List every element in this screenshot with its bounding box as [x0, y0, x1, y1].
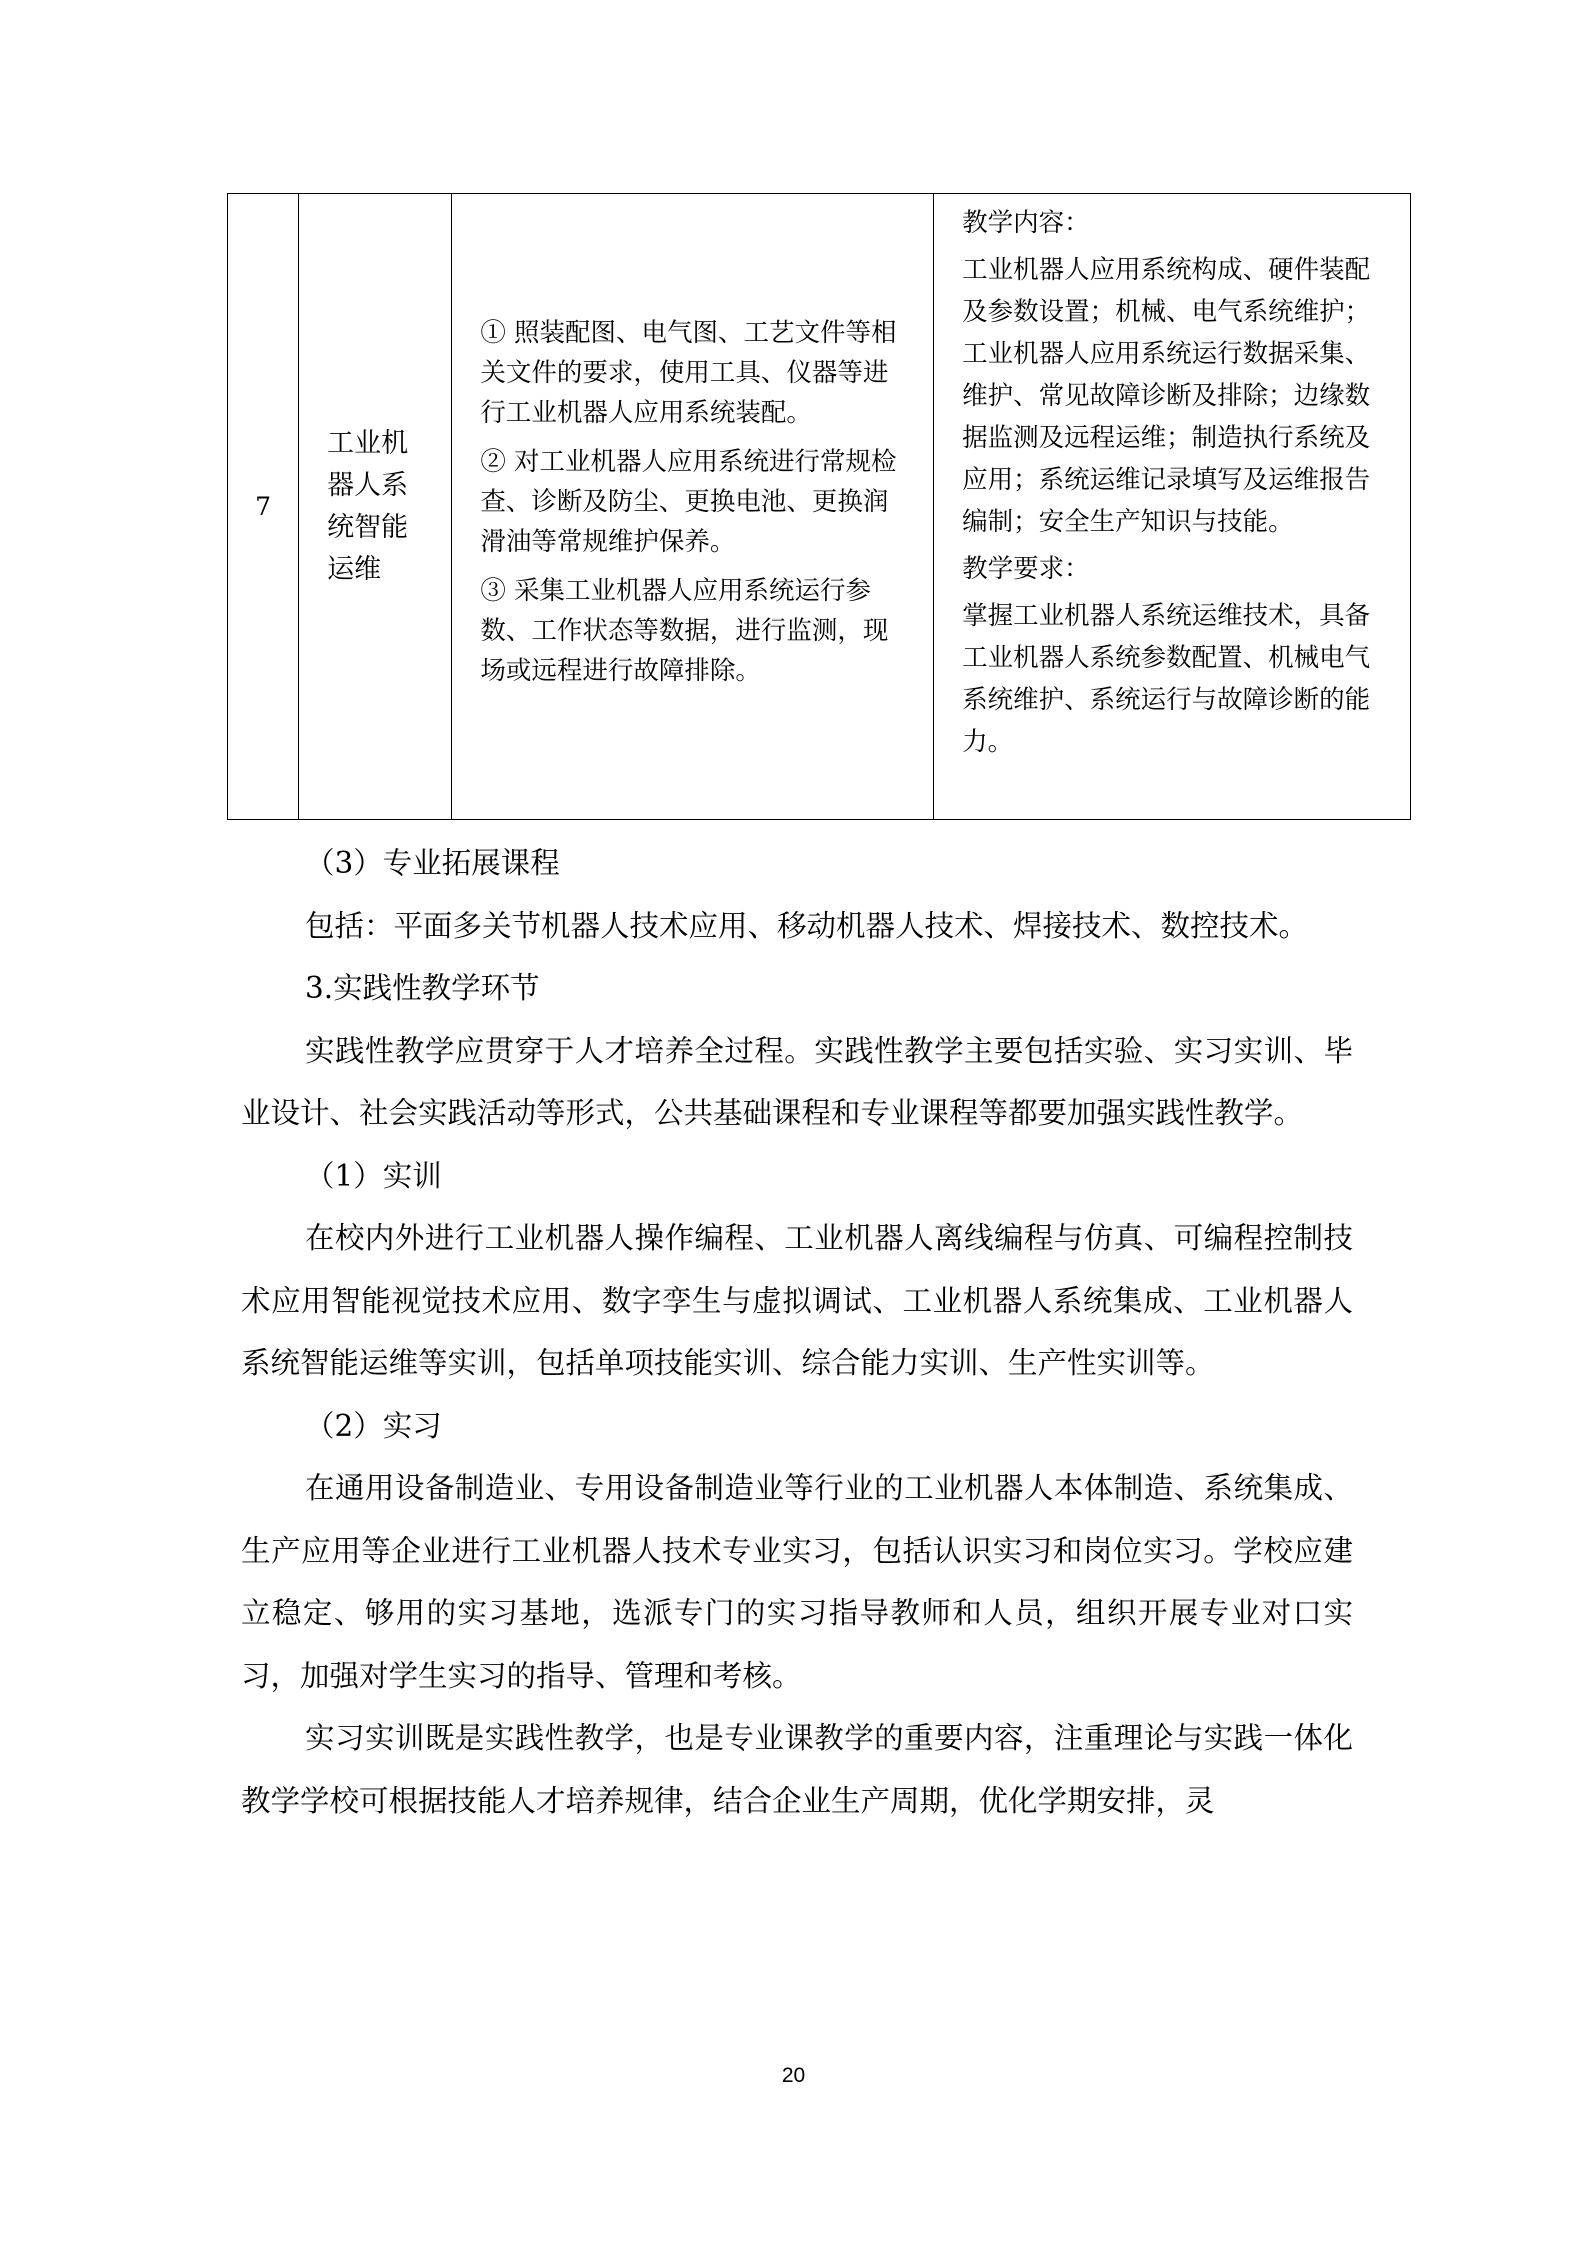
- section-heading: （1）实训: [305, 1158, 442, 1193]
- course-name-line: 工业机: [327, 427, 409, 459]
- paragraph: 实习实训既是实践性教学，也是专业课教学的重要内容，注重理论与实践一体化教学学校可根据技能人才培养规律，结合企业生产周期，优化学期安排，灵: [241, 1721, 1353, 1818]
- content-label: 教学内容：: [962, 208, 1090, 238]
- task-item: ③ 采集工业机器人应用系统运行参数、工作状态等数据，进行监测，现场或远程进行故障排除。: [480, 576, 889, 686]
- paragraph: 包括：平面多关节机器人技术应用、移动机器人技术、焊接技术、数控技术。: [305, 908, 1309, 943]
- requirement-label: 教学要求：: [962, 554, 1090, 584]
- work-tasks-cell: [452, 194, 934, 820]
- task-item: ② 对工业机器人应用系统进行常规检查、诊断及防尘、更换电池、更换润滑油等常规维护保养。: [480, 447, 897, 557]
- row-number: 7: [228, 194, 299, 820]
- table-row: [228, 194, 1411, 820]
- paragraph: 实践性教学应贯穿于人才培养全过程。实践性教学主要包括实验、实习实训、毕业设计、社会实践活动等形式，公共基础课程和专业课程等都要加强实践性教学。: [241, 1033, 1353, 1130]
- course-table: [227, 193, 1411, 820]
- course-name-cell: [299, 194, 452, 820]
- content-text: 工业机器人应用系统构成、硬件装配及参数设置；机械、电气系统维护；工业机器人应用系统运行数据采集、维护、常见故障诊断及排除；边缘数据监测及远程运维；制造执行系统及应用；系统运维记录填写及运维报告编制；安全生产知识与技能。: [962, 255, 1371, 537]
- teaching-content-cell: [934, 194, 1411, 820]
- paragraph: 在校内外进行工业机器人操作编程、工业机器人离线编程与仿真、可编程控制技术应用智能视觉技术应用、数字孪生与虚拟调试、工业机器人系统集成、工业机器人系统智能运维等实训，包括单项技能实训、综合能力实训、生产性实训等。: [241, 1221, 1353, 1380]
- section-heading: （3）专业拓展课程: [305, 846, 560, 880]
- course-name-line: 统智能: [327, 511, 409, 543]
- course-name-line: 运维: [327, 553, 382, 585]
- section-heading: （2）实习: [305, 1408, 442, 1443]
- section-heading: 3.实践性教学环节: [305, 971, 540, 1005]
- task-item: ① 照装配图、电气图、工艺文件等相关文件的要求，使用工具、仪器等进行工业机器人应用系统装配。: [480, 318, 897, 428]
- requirement-text: 掌握工业机器人系统运维技术，具备工业机器人系统参数配置、机械电气系统维护、系统运行与故障诊断的能力。: [962, 601, 1371, 757]
- course-name-line: 器人系: [327, 469, 409, 501]
- page-number: 20: [781, 2064, 806, 2087]
- body-text: [241, 832, 1353, 1832]
- paragraph: 在通用设备制造业、专用设备制造业等行业的工业机器人本体制造、系统集成、生产应用等企业进行工业机器人技术专业实习，包括认识实习和岗位实习。学校应建立稳定、够用的实习基地，选派专门的实习指导教师和人员，组织开展专业对口实习，加强对学生实习的指导、管理和考核。: [241, 1471, 1353, 1693]
